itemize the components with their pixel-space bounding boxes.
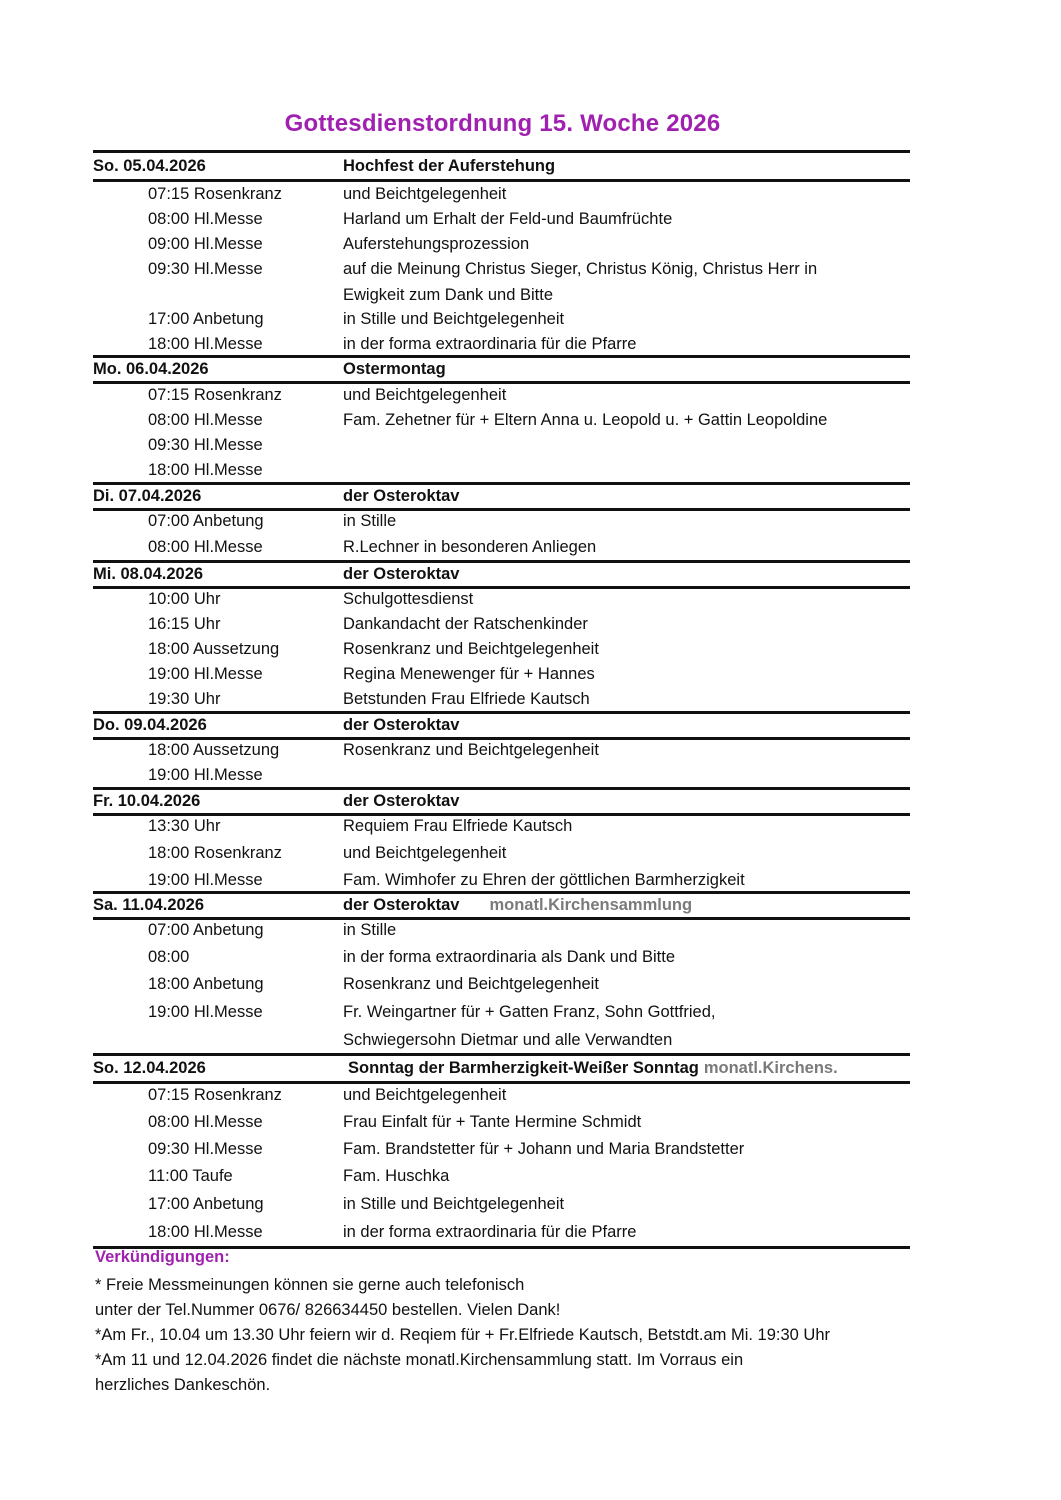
entry-time: 11:00 Taufe (148, 1167, 233, 1185)
entry-text: und Beichtgelegenheit (343, 1086, 507, 1104)
announcement-line: *Am Fr., 10.04 um 13.30 Uhr feiern wir d. Reqiem für + Fr.Elfriede Kautsch, Betstdt.am Mi. 19:30 Uhr (95, 1326, 831, 1344)
schedule-entry (93, 1110, 910, 1134)
schedule-entry (93, 1000, 910, 1024)
entry-time: 19:00 Hl.Messe (148, 871, 263, 889)
day-header-row (93, 562, 910, 586)
entry-text: in der forma extraordinaria als Dank und Bitte (343, 948, 675, 966)
schedule-entry (93, 1137, 910, 1161)
entry-time: 09:00 Hl.Messe (148, 235, 263, 253)
entry-time: 08:00 Hl.Messe (148, 1113, 263, 1131)
announcement-line: *Am 11 und 12.04.2026 findet die nächste monatl.Kirchensammlung statt. Im Vorraus ein (95, 1351, 744, 1369)
day-feast: Sonntag der Barmherzigkeit-Weißer Sonntag (348, 1059, 699, 1077)
day-date: Mi. 08.04.2026 (93, 565, 204, 583)
day-date: So. 12.04.2026 (93, 1059, 206, 1077)
schedule-entry (93, 383, 910, 407)
entry-text: Rosenkranz und Beichtgelegenheit (343, 640, 599, 658)
entry-time: 18:00 Aussetzung (148, 741, 280, 759)
entry-time: 07:00 Anbetung (148, 512, 264, 530)
schedule-entry (93, 1083, 910, 1107)
entry-time: 18:00 Aussetzung (148, 640, 280, 658)
schedule-entry (93, 1028, 910, 1052)
schedule-entry (93, 1220, 910, 1244)
entry-time: 08:00 Hl.Messe (148, 411, 263, 429)
entry-text: Harland um Erhalt der Feld-und Baumfrüchte (343, 210, 673, 228)
announcement-line: * Freie Messmeinungen können sie gerne auch telefonisch (95, 1276, 525, 1294)
entry-text: Rosenkranz und Beichtgelegenheit (343, 975, 599, 993)
entry-time: 08:00 Hl.Messe (148, 538, 263, 556)
schedule-entry (93, 637, 910, 661)
entry-time: 18:00 Anbetung (148, 975, 264, 993)
entry-time: 07:15 Rosenkranz (148, 1086, 282, 1104)
entry-time: 09:30 Hl.Messe (148, 1140, 263, 1158)
entry-text: Fr. Weingartner für + Gatten Franz, Sohn Gottfried, (343, 1003, 716, 1021)
entry-text: Fam. Zehetner für + Eltern Anna u. Leopold u. + Gattin Leopoldine (343, 411, 828, 429)
collection-note: monatl.Kirchensammlung (489, 896, 693, 914)
entry-text: Requiem Frau Elfriede Kautsch (343, 817, 573, 835)
entry-time: 10:00 Uhr (148, 590, 221, 608)
schedule-entry (93, 612, 910, 636)
day-header-row (93, 789, 910, 813)
entry-time: 07:00 Anbetung (148, 921, 264, 939)
entry-text: Fam. Brandstetter für + Johann und Maria Brandstetter (343, 1140, 745, 1158)
entry-text: Dankandacht der Ratschenkinder (343, 615, 588, 633)
entry-text: in der forma extraordinaria für die Pfarre (343, 335, 637, 353)
schedule-entry (93, 433, 910, 457)
schedule-entry (93, 307, 910, 331)
entry-time: 18:00 Hl.Messe (148, 461, 263, 479)
schedule-entry (93, 841, 910, 865)
entry-text: auf die Meinung Christus Sieger, Christus König, Christus Herr in (343, 260, 818, 278)
schedule-entry (93, 972, 910, 996)
entry-text: in Stille (343, 512, 397, 530)
entry-text: Betstunden Frau Elfriede Kautsch (343, 690, 590, 708)
entry-time: 19:00 Hl.Messe (148, 1003, 263, 1021)
entry-text: R.Lechner in besonderen Anliegen (343, 538, 597, 556)
schedule-entry (93, 232, 910, 256)
schedule-entry (93, 283, 910, 307)
collection-note: monatl.Kirchens. (703, 1059, 838, 1077)
entry-text: Fam. Huschka (343, 1167, 450, 1185)
schedule-entry (93, 738, 910, 762)
entry-time: 09:30 Hl.Messe (148, 260, 263, 278)
schedule-entry (93, 408, 910, 432)
entry-text: Ewigkeit zum Dank und Bitte (343, 286, 554, 304)
page-title: Gottesdienstordnung 15. Woche 2026 (284, 110, 721, 137)
day-date: So. 05.04.2026 (93, 157, 206, 175)
day-feast: der Osteroktav (343, 565, 460, 583)
day-header-row (93, 893, 910, 917)
day-feast: Ostermontag (343, 360, 446, 378)
schedule-entry (93, 918, 910, 942)
schedule-entry (93, 814, 910, 838)
schedule-entry (93, 1192, 910, 1216)
schedule-entry (93, 763, 910, 787)
announcement-line: unter der Tel.Nummer 0676/ 826634450 bestellen. Vielen Dank! (95, 1301, 561, 1319)
entry-time: 07:15 Rosenkranz (148, 386, 282, 404)
entry-text: und Beichtgelegenheit (343, 844, 507, 862)
entry-time: 19:00 Hl.Messe (148, 665, 263, 683)
day-header-row (93, 484, 910, 508)
day-feast: Hochfest der Auferstehung (343, 157, 556, 175)
day-date: Mo. 06.04.2026 (93, 360, 209, 378)
day-header-row (93, 1056, 910, 1080)
entry-time: 19:00 Hl.Messe (148, 766, 263, 784)
day-feast: der Osteroktav (343, 487, 460, 505)
divider-line (93, 150, 910, 153)
entry-time: 19:30 Uhr (148, 690, 221, 708)
entry-text: Frau Einfalt für + Tante Hermine Schmidt (343, 1113, 642, 1131)
schedule-entry (93, 332, 910, 356)
entry-time: 18:00 Hl.Messe (148, 335, 263, 353)
entry-text: in Stille (343, 921, 397, 939)
day-date: Di. 07.04.2026 (93, 487, 202, 505)
entry-time: 17:00 Anbetung (148, 310, 264, 328)
schedule-entry (93, 587, 910, 611)
entry-time: 07:15 Rosenkranz (148, 185, 282, 203)
day-date: Fr. 10.04.2026 (93, 792, 201, 810)
schedule-entry (93, 945, 910, 969)
entry-time: 13:30 Uhr (148, 817, 221, 835)
entry-time: 08:00 Hl.Messe (148, 210, 263, 228)
schedule-entry (93, 207, 910, 231)
day-date: Sa. 11.04.2026 (93, 896, 205, 914)
schedule-entry (93, 257, 910, 281)
schedule-entry (93, 1164, 910, 1188)
day-date: Do. 09.04.2026 (93, 716, 207, 734)
entry-text: und Beichtgelegenheit (343, 386, 507, 404)
entry-text: Fam. Wimhofer zu Ehren der göttlichen Barmherzigkeit (343, 871, 745, 889)
entry-text: Regina Menewenger für + Hannes (343, 665, 595, 683)
feast-with-note (348, 1056, 838, 1080)
entry-text: und Beichtgelegenheit (343, 185, 507, 203)
schedule-entry (93, 868, 910, 892)
entry-time: 18:00 Rosenkranz (148, 844, 282, 862)
schedule-entry (93, 182, 910, 206)
day-header-row (93, 154, 910, 178)
entry-text: in der forma extraordinaria für die Pfarre (343, 1223, 637, 1241)
day-feast: der Osteroktav (343, 792, 460, 810)
announcement-line: herzliches Dankeschön. (95, 1376, 271, 1394)
entry-time: 17:00 Anbetung (148, 1195, 264, 1213)
entry-text: Auferstehungsprozession (343, 235, 530, 253)
day-feast: der Osteroktav (343, 896, 460, 914)
day-header-row (93, 713, 910, 737)
entry-time: 08:00 (148, 948, 190, 966)
schedule-entry (93, 509, 910, 533)
entry-time: 18:00 Hl.Messe (148, 1223, 263, 1241)
day-feast: der Osteroktav (343, 716, 460, 734)
entry-time: 16:15 Uhr (148, 615, 221, 633)
day-header-row (93, 357, 910, 381)
entry-text: in Stille und Beichtgelegenheit (343, 310, 565, 328)
feast-with-note (343, 893, 692, 917)
entry-text: in Stille und Beichtgelegenheit (343, 1195, 565, 1213)
schedule-entry (93, 687, 910, 711)
entry-text: Rosenkranz und Beichtgelegenheit (343, 741, 599, 759)
entry-time: 09:30 Hl.Messe (148, 436, 263, 454)
schedule-entry (93, 662, 910, 686)
entry-text: Schwiegersohn Dietmar und alle Verwandten (343, 1031, 673, 1049)
schedule-entry (93, 535, 910, 559)
entry-text: Schulgottesdienst (343, 590, 474, 608)
schedule-entry (93, 458, 910, 482)
announcements-heading: Verkündigungen: (95, 1248, 230, 1266)
